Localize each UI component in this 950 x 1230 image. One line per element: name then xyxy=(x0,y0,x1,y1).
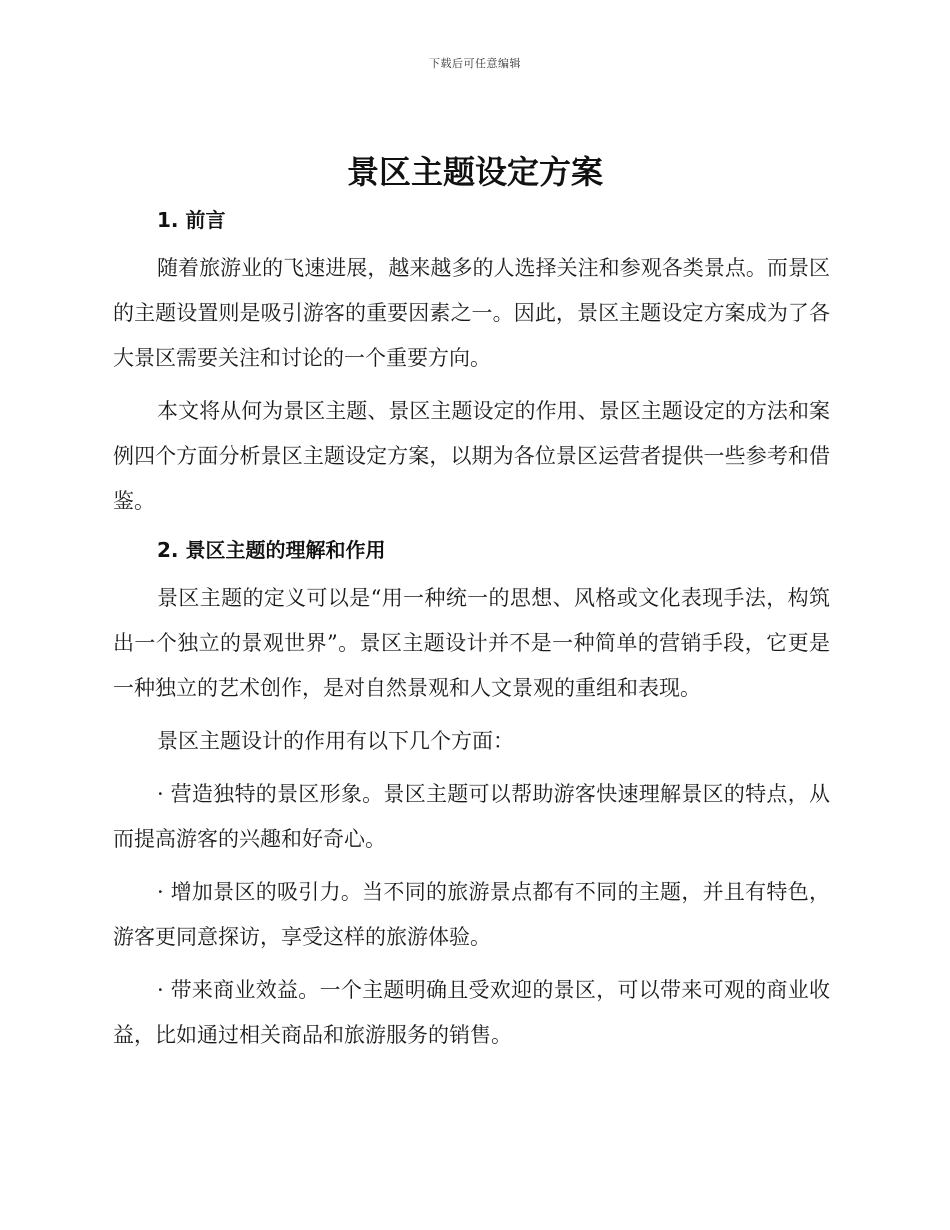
document-body xyxy=(113,203,830,1058)
header-note: 下载后可任意编辑 xyxy=(429,57,521,70)
section-heading-intro: 1. 前言 xyxy=(157,208,226,232)
paragraph: 随着旅游业的飞速进展，越来越多的人选择关注和参观各类景点。而景区的主题设置则是吸引游客的重要因素之一。因此，景区主题设定方案成为了各大景区需要关注和讨论的一个重要方向。 xyxy=(113,256,830,370)
document-title: 景区主题设定方案 xyxy=(346,153,603,191)
paragraph: 景区主题的定义可以是“用一种统一的思想、风格或文化表现手法，构筑出一个独立的景观世界”。景区主题设计并不是一种简单的营销手段，它更是一种独立的艺术创作，是对自然景观和人文景观的重组和表现。 xyxy=(113,586,830,700)
bullet-paragraph: · 带来商业效益。一个主题明确且受欢迎的景区，可以带来可观的商业收益，比如通过相关商品和旅游服务的销售。 xyxy=(113,978,830,1047)
bullet-paragraph: · 营造独特的景区形象。景区主题可以帮助游客快速理解景区的特点，从而提高游客的兴趣和好奇心。 xyxy=(113,782,830,851)
paragraph: 本文将从何为景区主题、景区主题设定的作用、景区主题设定的方法和案例四个方面分析景区主题设定方案，以期为各位景区运营者提供一些参考和借鉴。 xyxy=(113,399,830,513)
paragraph: 景区主题设计的作用有以下几个方面： xyxy=(157,729,514,753)
section-heading-theme-role: 2. 景区主题的理解和作用 xyxy=(157,538,386,562)
bullet-paragraph: · 增加景区的吸引力。当不同的旅游景点都有不同的主题，并且有特色，游客更同意探访，享受这样的旅游体验。 xyxy=(113,880,830,949)
